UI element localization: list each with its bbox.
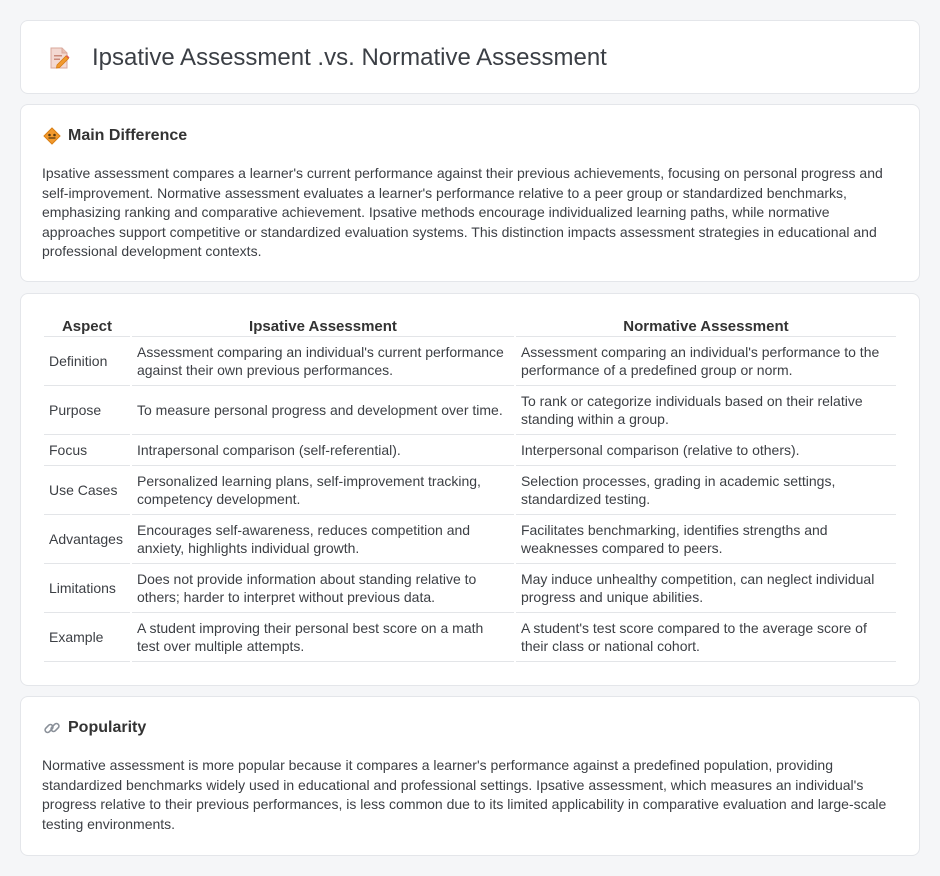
aspect-cell: Definition [44, 337, 130, 386]
ipsative-cell: Assessment comparing an individual's current performance against their own previous performances. [132, 337, 514, 386]
table-row [44, 466, 896, 515]
table-row [44, 435, 896, 466]
normative-cell: Facilitates benchmarking, identifies strengths and weaknesses compared to peers. [516, 515, 896, 564]
page-title: Ipsative Assessment .vs. Normative Assessment [92, 44, 607, 71]
normative-cell: To rank or categorize individuals based on their relative standing within a group. [516, 386, 896, 435]
main-difference-text: Ipsative assessment compares a learner's current performance against their previous achievements, focusing on personal progress and self-improvement. Normative assessment evaluates a learner's performance relative to a peer group or standardized benchmarks, emphasizing ranking and comparative achievement. Ipsative methods encourage individualized learning paths, while normative approaches support competitive or standardized evaluation systems. This distinction impacts assessment strategies in educational and professional development contexts. [42, 165, 883, 260]
column-header-aspect: Aspect [44, 317, 130, 337]
aspect-cell: Example [44, 613, 130, 662]
aspect-cell: Limitations [44, 564, 130, 613]
table-row [44, 564, 896, 613]
link-icon [43, 719, 61, 737]
section-title: Main Difference [68, 127, 188, 144]
comparison-card [20, 293, 920, 686]
table-header-row [44, 317, 896, 337]
popularity-text: Normative assessment is more popular because it compares a learner's performance against a predefined population, providing standardized benchmarks widely used in educational and professional settings. Ipsative assessment, which measures an individual's progress relative to their previous performances, is less common due to its limited applicability in comparative evaluation and large-scale testing environments. [42, 757, 887, 832]
normative-cell: Interpersonal comparison (relative to others). [516, 435, 896, 466]
comparison-table [42, 317, 898, 662]
normative-cell: Selection processes, grading in academic settings, standardized testing. [516, 466, 896, 515]
ipsative-cell: Encourages self-awareness, reduces competition and anxiety, highlights individual growth. [132, 515, 514, 564]
normative-cell: A student's test score compared to the average score of their class or national cohort. [516, 613, 896, 662]
ipsative-cell: Intrapersonal comparison (self-referential). [132, 435, 514, 466]
column-header-ipsative: Ipsative Assessment [132, 317, 514, 337]
column-header-normative: Normative Assessment [516, 317, 896, 337]
popularity-heading [43, 719, 146, 737]
aspect-cell: Purpose [44, 386, 130, 435]
normative-cell: Assessment comparing an individual's performance to the performance of a predefined group or norm. [516, 337, 896, 386]
normative-cell: May induce unhealthy competition, can neglect individual progress and unique abilities. [516, 564, 896, 613]
ipsative-cell: A student improving their personal best score on a math test over multiple attempts. [132, 613, 514, 662]
ipsative-cell: Does not provide information about standing relative to others; harder to interpret without previous data. [132, 564, 514, 613]
main-difference-card [20, 104, 920, 282]
ipsative-cell: To measure personal progress and development over time. [132, 386, 514, 435]
table-row [44, 515, 896, 564]
table-row [44, 613, 896, 662]
document-edit-icon [48, 46, 70, 70]
aspect-cell: Focus [44, 435, 130, 466]
ipsative-cell: Personalized learning plans, self-improvement tracking, competency development. [132, 466, 514, 515]
header-card [20, 20, 920, 94]
table-row [44, 386, 896, 435]
section-title: Popularity [68, 719, 147, 736]
table-row [44, 337, 896, 386]
popularity-card [20, 696, 920, 856]
aspect-cell: Advantages [44, 515, 130, 564]
aspect-cell: Use Cases [44, 466, 130, 515]
main-difference-heading [43, 127, 187, 145]
diamond-sign-icon [43, 127, 61, 145]
